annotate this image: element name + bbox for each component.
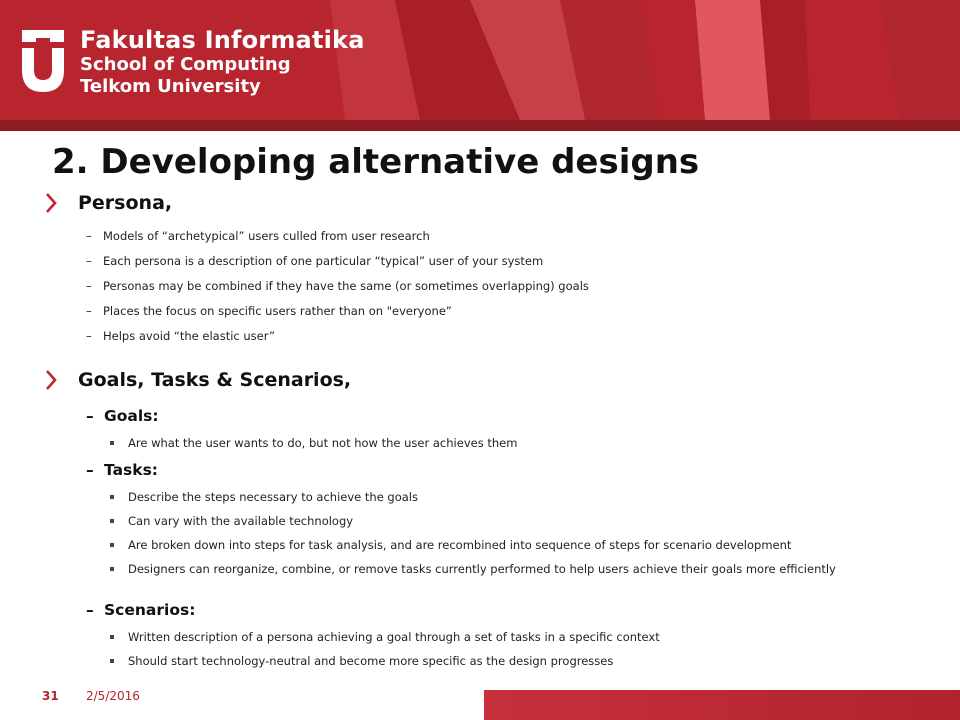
header-banner xyxy=(0,0,960,120)
scenarios-label: Scenarios: xyxy=(104,601,196,619)
gts-heading-row xyxy=(44,369,351,391)
brand-text xyxy=(80,26,365,98)
persona-heading: Persona, xyxy=(78,192,173,214)
goals-item: Are what the user wants to do, but not how the user achieves them xyxy=(110,436,517,450)
faculty-name: Fakultas Informatika xyxy=(80,26,365,54)
persona-item: – Personas may be combined if they have the same (or sometimes overlapping) goals xyxy=(86,279,589,293)
scenarios-item: Should start technology-neutral and become more specific as the design progresses xyxy=(110,654,613,668)
goals-label: Goals: xyxy=(104,407,159,425)
gts-heading: Goals, Tasks & Scenarios, xyxy=(78,369,352,391)
tasks-item: Describe the steps necessary to achieve the goals xyxy=(110,490,418,504)
persona-item: – Helps avoid “the elastic user” xyxy=(86,329,275,343)
chevron-right-icon xyxy=(44,192,60,214)
persona-item: – Each persona is a description of one particular “typical” user of your system xyxy=(86,254,544,268)
university-name: Telkom University xyxy=(80,76,261,97)
slide-date: 2/5/2016 xyxy=(86,689,140,703)
tasks-item: Are broken down into steps for task analysis, and are recombined into sequence of steps for scenario development xyxy=(110,538,930,552)
persona-heading-row xyxy=(44,192,172,214)
persona-item: – Models of “archetypical” users culled from user research xyxy=(86,229,430,243)
tasks-label-row: – Tasks: xyxy=(86,461,158,479)
tasks-item: Designers can reorganize, combine, or remove tasks currently performed to help users achieve their goals more efficiently xyxy=(110,562,910,576)
page-number: 31 xyxy=(42,689,59,703)
tasks-label: Tasks: xyxy=(104,461,158,479)
tasks-item: Can vary with the available technology xyxy=(110,514,353,528)
goals-label-row: – Goals: xyxy=(86,407,159,425)
banner-strip xyxy=(0,120,960,131)
slide-title: 2. Developing alternative designs xyxy=(52,142,700,182)
scenarios-label-row: – Scenarios: xyxy=(86,601,196,619)
school-name: School of Computing xyxy=(80,54,291,75)
scenarios-item: Written description of a persona achieving a goal through a set of tasks in a specific context xyxy=(110,630,660,644)
footer-accent xyxy=(484,690,960,720)
chevron-right-icon xyxy=(44,369,60,391)
persona-item: – Places the focus on specific users rather than on "everyone” xyxy=(86,304,452,318)
telkom-university-logo xyxy=(20,28,66,94)
